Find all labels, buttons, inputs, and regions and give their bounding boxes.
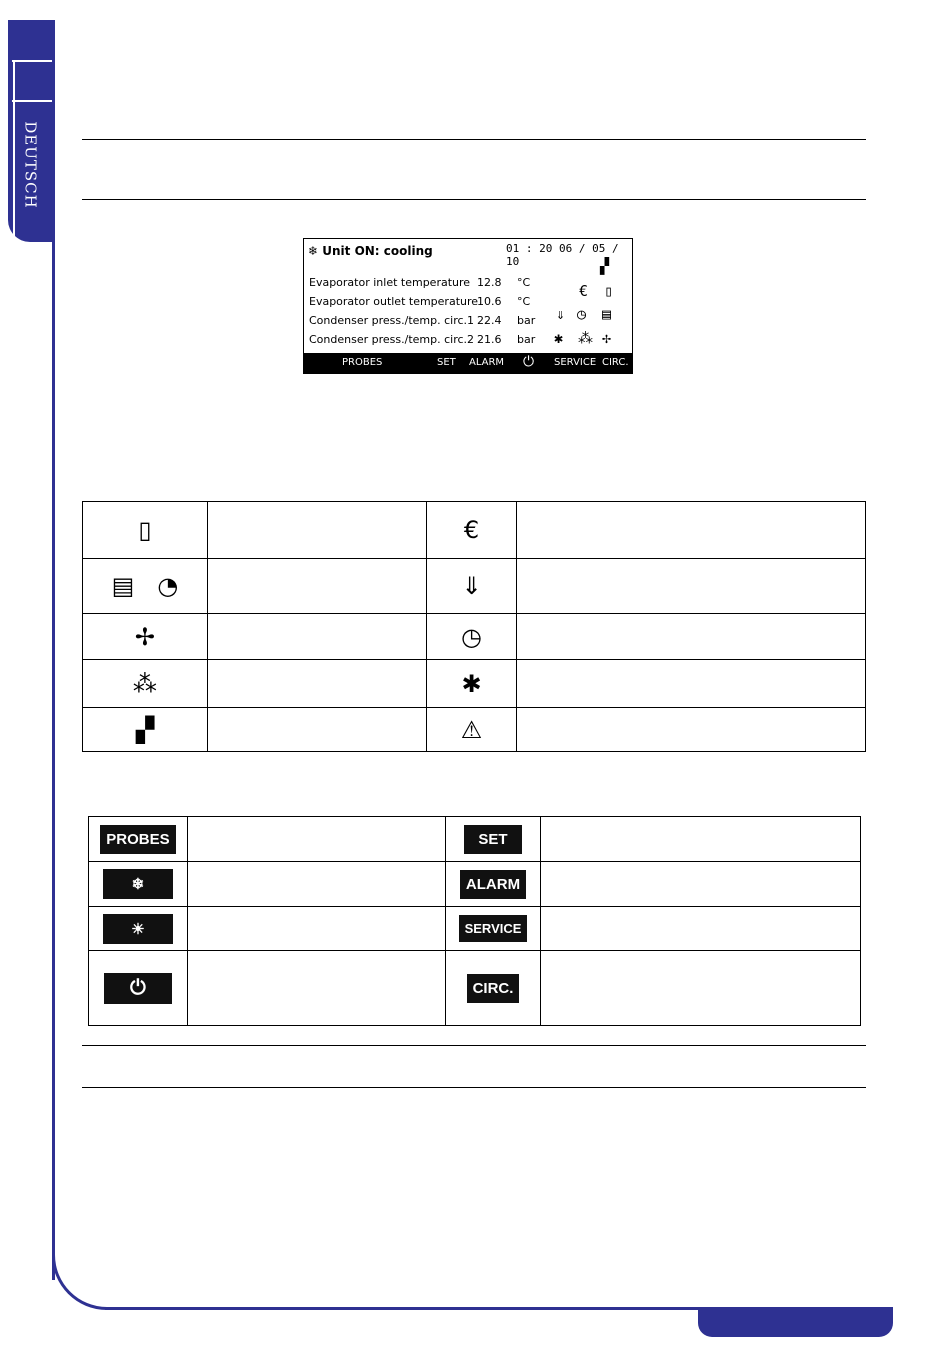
- defrost-icon: ✱: [461, 669, 482, 698]
- divider: [82, 1087, 866, 1088]
- down-arrow-icon: ⇓: [461, 572, 482, 600]
- down-arrow-icon: ⇓: [556, 305, 566, 323]
- heating-mode-key[interactable]: ☀: [103, 914, 173, 944]
- divider: [82, 199, 866, 200]
- tap-icon: ▞: [135, 715, 155, 744]
- fan-icon: ✢: [602, 329, 612, 347]
- page-border-corner: [52, 1250, 112, 1310]
- status-icon-table: [82, 501, 866, 752]
- alarm-key[interactable]: ALARM: [460, 870, 526, 899]
- set-key[interactable]: SET: [464, 825, 522, 854]
- probes-key[interactable]: PROBES: [100, 825, 175, 854]
- defrost-icon: ✱: [554, 329, 564, 347]
- display-row: Condenser press./temp. circ.2 21.6 bar: [309, 333, 536, 346]
- clock-icon: ◷: [461, 622, 482, 651]
- cooling-mode-key[interactable]: ❄: [103, 869, 173, 899]
- heat-icon: ⁂: [578, 329, 593, 347]
- softkey-circ[interactable]: CIRC.: [602, 357, 629, 368]
- divider: [82, 139, 866, 140]
- controller-display: [303, 238, 633, 374]
- warning-icon: ⚠: [460, 715, 483, 744]
- display-row: Evaporator inlet temperature 12.8 °C: [309, 276, 531, 289]
- heat-icon: ⁂: [132, 669, 157, 698]
- language-label: DEUTSCH: [22, 121, 40, 209]
- softkey-service[interactable]: SERVICE: [554, 357, 597, 368]
- page-border-bottom: [105, 1307, 700, 1310]
- tap-icon: ▞: [600, 257, 610, 275]
- display-clock: 01 : 20 06 / 05 / 10: [506, 242, 619, 268]
- softkey-probes[interactable]: PROBES: [342, 357, 383, 368]
- display-title: ❄ Unit ON: cooling: [308, 244, 433, 258]
- snowflake-icon: ❄: [308, 244, 319, 258]
- softkey-bar: [304, 353, 632, 373]
- euro-icon: €: [463, 516, 480, 544]
- key-table: [88, 816, 861, 1026]
- pump-icon: ▤ ◔: [111, 572, 179, 600]
- power-icon[interactable]: ⏻: [523, 354, 535, 370]
- divider: [82, 1045, 866, 1046]
- euro-icon: €: [579, 282, 589, 300]
- display-row: Condenser press./temp. circ.1 22.4 bar: [309, 314, 536, 327]
- compressor-icon: ▯: [138, 516, 152, 544]
- power-key[interactable]: ⏻: [104, 973, 172, 1004]
- display-row: Evaporator outlet temperature10.6 °C: [309, 295, 531, 308]
- clock-icon: ◷: [577, 305, 587, 323]
- circ-key[interactable]: CIRC.: [467, 974, 520, 1003]
- page-number-tab: [698, 1307, 893, 1337]
- service-key[interactable]: SERVICE: [459, 915, 528, 942]
- compressor-icon: ▯: [604, 282, 614, 300]
- pump-icon: ▤: [602, 305, 612, 323]
- softkey-set[interactable]: SET: [437, 357, 456, 368]
- fan-icon: ✢: [134, 622, 155, 651]
- page-border-left: [52, 20, 55, 1280]
- softkey-alarm[interactable]: ALARM: [469, 357, 505, 368]
